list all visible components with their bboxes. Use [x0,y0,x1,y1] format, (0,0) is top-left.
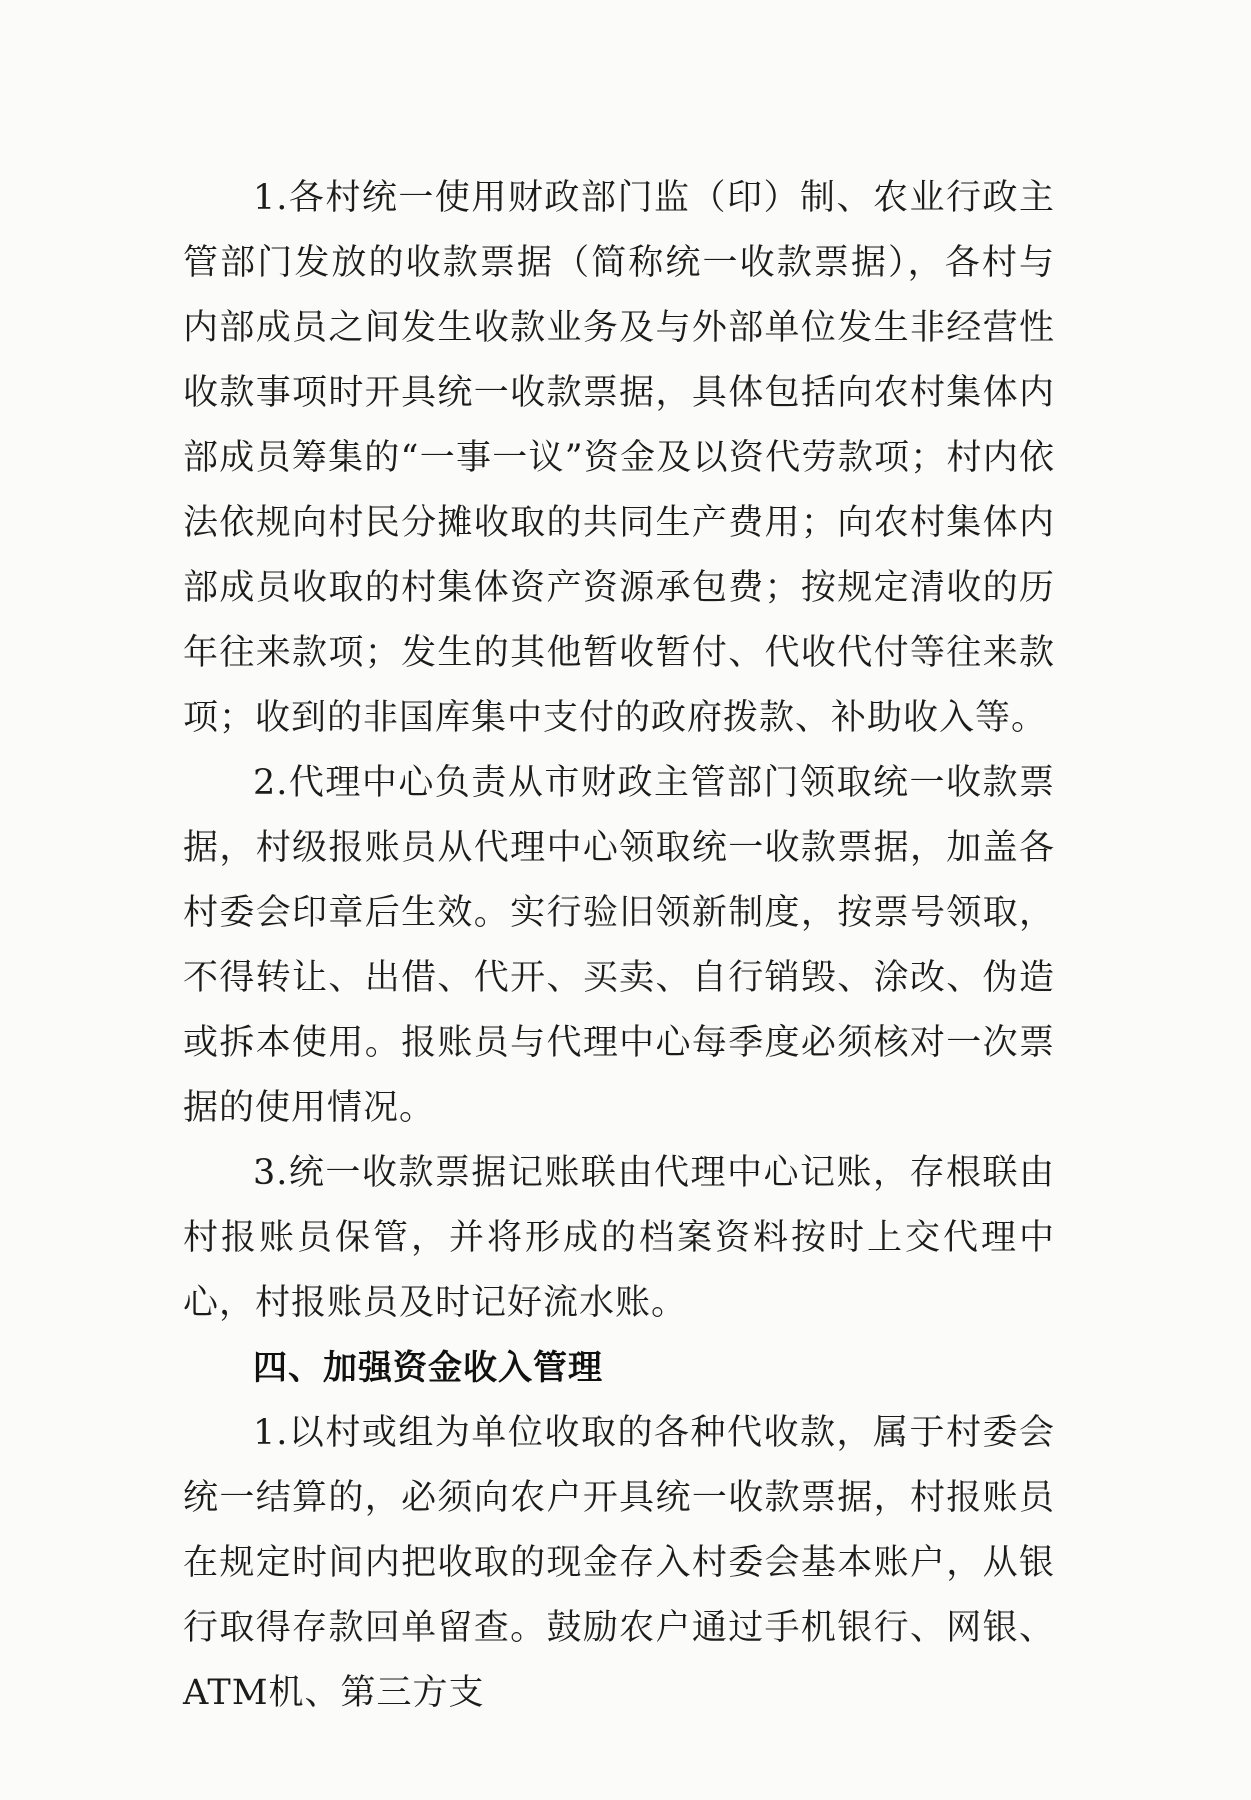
paragraph-receipt-collection: 2.代理中心负责从市财政主管部门领取统一收款票据，村级报账员从代理中心领取统一收款票据，加盖各村委会印章后生效。实行验旧领新制度，按票号领取，不得转让、出借、代开、买卖、自行销毁、涂改、伪造或拆本使用。报账员与代理中心每季度必须核对一次票据的使用情况。 [183,763,1055,1128]
document-body [183,166,1055,1726]
section-heading-income-management: 四、加强资金收入管理 [253,1348,603,1388]
paragraph-receipt-bookkeeping: 3.统一收款票据记账联由代理中心记账，存根联由村报账员保管，并将形成的档案资料按时上交代理中心，村报账员及时记好流水账。 [183,1153,1055,1323]
paragraph-receipt-usage: 1.各村统一使用财政部门监（印）制、农业行政主管部门发放的收款票据（简称统一收款票据），各村与内部成员之间发生收款业务及与外部单位发生非经营性收款事项时开具统一收款票据，具体包括向农村集体内部成员筹集的“一事一议”资金及以资代劳款项；村内依法依规向村民分摊收取的共同生产费用；向农村集体内部成员收取的村集体资产资源承包费；按规定清收的历年往来款项；发生的其他暂收暂付、代收代付等往来款项；收到的非国库集中支付的政府拨款、补助收入等。 [183,178,1055,738]
paragraph-income-collection: 1.以村或组为单位收取的各种代收款，属于村委会统一结算的，必须向农户开具统一收款票据，村报账员在规定时间内把收取的现金存入村委会基本账户，从银行取得存款回单留查。鼓励农户通过手机银行、网银、ATM机、第三方支 [183,1413,1055,1713]
